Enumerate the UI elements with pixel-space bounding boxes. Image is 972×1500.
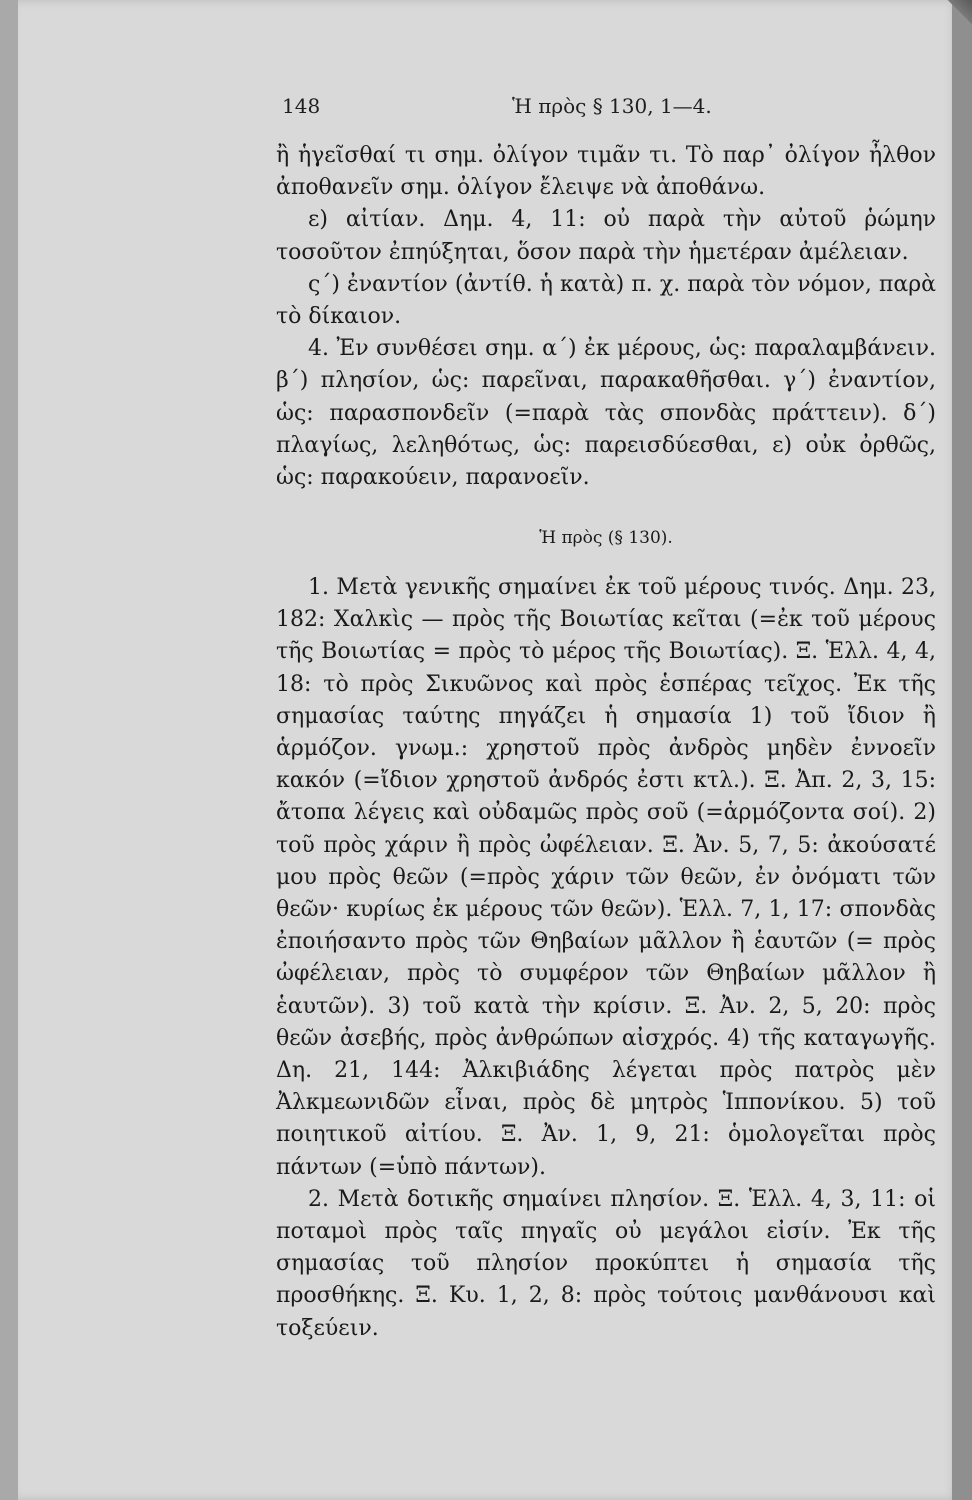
page-number: 148 bbox=[282, 94, 321, 118]
paragraph-1-genitive: 1. Μετὰ γενικῆς σημαίνει ἐκ τοῦ μέρους τινός. Δημ. 23, 182: Χαλκὶς — πρὸς τῆς Βοιωτίας κεῖται (=ἐκ τοῦ μέρους τῆς Βοιωτίας = πρὸς τὸ μέρος τῆς Βοιωτίας). Ξ. Ἑλλ. 4, 4, 18: τὸ πρὸς Σικυῶνος καὶ πρὸς ἑσπέρας τεῖχος. Ἐκ τῆς σημασίας ταύτης πηγάζει ἡ σημασία 1) τοῦ ἴδιον ἢ ἁρμόζον. γνωμ.: χρηστοῦ πρὸς ἀνδρὸς μηδὲν ἐννοεῖν κακόν (=ἴδιον χρηστοῦ ἀνδρός ἐστι κτλ.). Ξ. Ἀπ. 2, 3, 15: ἄτοπα λέγεις καὶ οὐδαμῶς πρὸς σοῦ (=ἁρμόζοντα σοί). 2) τοῦ πρὸς χάριν ἢ πρὸς ὠφέλειαν. Ξ. Ἀν. 5, 7, 5: ἀκούσατέ μου πρὸς θεῶν (=πρὸς χάριν τῶν θεῶν, ἐν ὀνόματι τῶν θεῶν· κυρίως ἐκ μέρους τῶν θεῶν). Ἑλλ. 7, 1, 17: σπονδὰς ἐποιήσαντο πρὸς τῶν Θηβαίων μᾶλλον ἢ ἑαυτῶν (= πρὸς ὠφέλειαν, πρὸς τὸ συμφέρον τῶν Θηβαίων μᾶλλον ἢ ἑαυτῶν). 3) τοῦ κατὰ τὴν κρίσιν. Ξ. Ἀν. 2, 5, 20: πρὸς θεῶν ἀσεβής, πρὸς ἀνθρώπων αἰσχρός. 4) τῆς καταγωγῆς. Δη. 21, 144: Ἀλκιβιάδης λέγεται πρὸς πατρὸς μὲν Ἀλκμεωνιδῶν εἶναι, πρὸς δὲ μητρὸς Ἱππονίκου. 5) τοῦ ποιητικοῦ αἰτίου. Ξ. Ἀν. 1, 9, 21: ὁμολογεῖται πρὸς πάντων (=ὑπὸ πάντων). bbox=[276, 575, 936, 1180]
running-title: Ἡ πρὸς § 130, 1—4. bbox=[512, 94, 712, 118]
paragraph-2-dative: 2. Μετὰ δοτικῆς σημαίνει πλησίον. Ξ. Ἑλλ. 4, 3, 11: οἱ ποταμοὶ πρὸς ταῖς πηγαῖς οὐ μεγάλοι εἰσίν. Ἐκ τῆς σημασίας τοῦ πλησίον προκύπτει ἡ σημασία τῆς προσθήκης. Ξ. Κυ. 1, 2, 8: πρὸς τούτοις μανθάνουσι καὶ τοξεύειν. bbox=[276, 1186, 936, 1341]
upper-text-block bbox=[276, 140, 936, 494]
page-corner bbox=[942, 0, 972, 30]
section-heading: Ἡ πρὸς (§ 130). bbox=[539, 528, 673, 548]
paragraph-e-aitian: ε) αἰτίαν. Δημ. 4, 11: οὐ παρὰ τὴν αὐτοῦ ῥώμην τοσοῦτον ἐπηύξηται, ὅσον παρὰ τὴν ἡμετέραν ἀμέλειαν. bbox=[276, 207, 936, 265]
adjacent-page-edge bbox=[952, 0, 972, 1500]
paragraph-st-enantion: ς΄) ἐναντίον (ἀντίθ. ἡ κατὰ) π. χ. παρὰ τὸν νόμον, παρὰ τὸ δίκαιον. bbox=[276, 271, 936, 330]
page-header bbox=[0, 94, 972, 124]
paragraph-continuation: ἢ ἡγεῖσθαί τι σημ. ὀλίγον τιμᾶν τι. Τὸ παρ᾽ ὀλίγον ἦλθον ἀποθανεῖν σημ. ὀλίγον ἔλειψε νὰ ἀποθάνω. bbox=[276, 143, 936, 201]
section-text-block bbox=[276, 572, 936, 1345]
paragraph-4-synthesis: 4. Ἐν συνθέσει σημ. α΄) ἐκ μέρους, ὡς: παραλαμβάνειν. β΄) πλησίον, ὡς: παρεῖναι, παρακαθῆσθαι. γ΄) ἐναντίον, ὡς: παρασπονδεῖν (=παρὰ τὰς σπονδὰς πράττειν). δ΄) πλαγίως, λεληθότως, ὡς: παρεισδύεσθαι, ε) οὐκ ὀρθῶς, ὡς: παρακούειν, παρανοεῖν. bbox=[276, 336, 936, 491]
